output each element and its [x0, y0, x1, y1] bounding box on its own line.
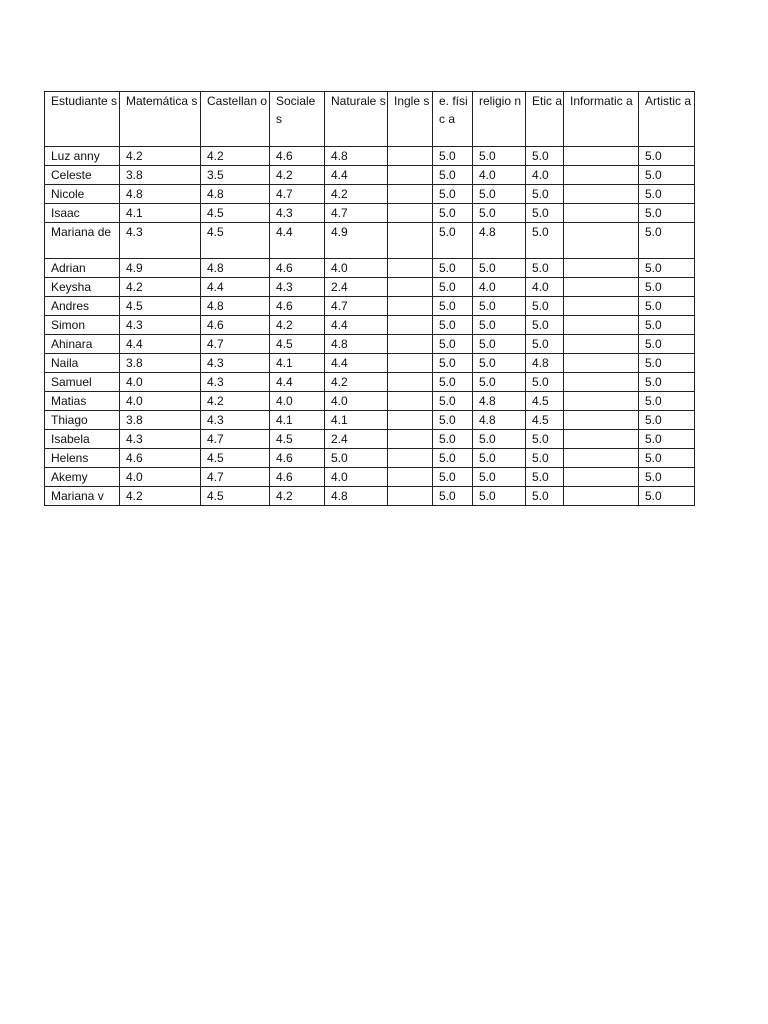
grade-cell-religion: 5.0	[473, 354, 526, 373]
grade-cell-educacion-fisica: 5.0	[433, 147, 473, 166]
grade-cell-artistica: 5.0	[639, 316, 695, 335]
student-name-cell: Thiago	[45, 411, 120, 430]
column-header-sociales: Sociale s	[270, 92, 325, 147]
student-name-cell: Adrian	[45, 259, 120, 278]
grade-cell-informatica	[564, 166, 639, 185]
grade-cell-religion: 4.8	[473, 411, 526, 430]
grade-cell-etica: 5.0	[526, 373, 564, 392]
grade-cell-religion: 4.0	[473, 166, 526, 185]
table-row	[45, 411, 695, 430]
grade-cell-naturales: 4.7	[325, 204, 388, 223]
grade-cell-matematicas: 4.0	[120, 373, 201, 392]
grade-cell-sociales: 4.2	[270, 487, 325, 506]
grade-cell-etica: 5.0	[526, 147, 564, 166]
grade-cell-informatica	[564, 204, 639, 223]
grade-cell-religion: 5.0	[473, 335, 526, 354]
student-name-cell: Isabela	[45, 430, 120, 449]
grade-cell-artistica: 5.0	[639, 411, 695, 430]
grade-cell-sociales: 4.1	[270, 411, 325, 430]
grade-cell-castellano: 4.3	[201, 354, 270, 373]
grade-cell-naturales: 4.0	[325, 259, 388, 278]
table-row	[45, 297, 695, 316]
grade-cell-religion: 5.0	[473, 259, 526, 278]
grade-cell-artistica: 5.0	[639, 449, 695, 468]
grade-cell-educacion-fisica: 5.0	[433, 468, 473, 487]
grade-cell-matematicas: 4.0	[120, 468, 201, 487]
grade-cell-etica: 5.0	[526, 223, 564, 259]
student-name-cell: Naila	[45, 354, 120, 373]
grade-cell-naturales: 4.2	[325, 373, 388, 392]
grade-cell-sociales: 4.4	[270, 373, 325, 392]
grade-cell-etica: 5.0	[526, 316, 564, 335]
table-row	[45, 185, 695, 204]
grade-cell-ingles	[388, 259, 433, 278]
grade-cell-informatica	[564, 147, 639, 166]
grade-cell-naturales: 4.8	[325, 335, 388, 354]
student-name-cell: Helens	[45, 449, 120, 468]
grade-cell-etica: 5.0	[526, 204, 564, 223]
grade-cell-informatica	[564, 185, 639, 204]
grade-cell-naturales: 4.0	[325, 392, 388, 411]
grade-cell-sociales: 4.4	[270, 223, 325, 259]
table-row	[45, 166, 695, 185]
grade-cell-informatica	[564, 449, 639, 468]
grade-cell-educacion-fisica: 5.0	[433, 335, 473, 354]
grade-cell-naturales: 4.2	[325, 185, 388, 204]
table-row	[45, 449, 695, 468]
grade-cell-castellano: 4.7	[201, 430, 270, 449]
grade-cell-religion: 5.0	[473, 297, 526, 316]
grade-cell-sociales: 4.5	[270, 335, 325, 354]
grade-cell-religion: 5.0	[473, 185, 526, 204]
grade-cell-artistica: 5.0	[639, 259, 695, 278]
grade-cell-artistica: 5.0	[639, 278, 695, 297]
grade-cell-matematicas: 4.0	[120, 392, 201, 411]
grade-cell-religion: 5.0	[473, 147, 526, 166]
grade-cell-matematicas: 4.2	[120, 147, 201, 166]
grade-cell-ingles	[388, 335, 433, 354]
grade-cell-ingles	[388, 166, 433, 185]
grade-cell-informatica	[564, 259, 639, 278]
table-row	[45, 392, 695, 411]
grade-cell-sociales: 4.6	[270, 297, 325, 316]
grade-cell-castellano: 4.5	[201, 204, 270, 223]
grade-cell-religion: 5.0	[473, 468, 526, 487]
grade-cell-religion: 4.8	[473, 392, 526, 411]
grade-cell-castellano: 4.5	[201, 223, 270, 259]
grade-cell-naturales: 4.4	[325, 166, 388, 185]
grade-cell-etica: 4.5	[526, 411, 564, 430]
grade-cell-matematicas: 4.6	[120, 449, 201, 468]
grade-cell-castellano: 3.5	[201, 166, 270, 185]
grade-cell-naturales: 2.4	[325, 430, 388, 449]
grade-cell-ingles	[388, 487, 433, 506]
grade-cell-matematicas: 3.8	[120, 166, 201, 185]
grade-cell-educacion-fisica: 5.0	[433, 166, 473, 185]
grade-cell-castellano: 4.2	[201, 147, 270, 166]
column-header-educacion-fisica: e. físic a	[433, 92, 473, 147]
grade-cell-matematicas: 4.4	[120, 335, 201, 354]
grade-cell-sociales: 4.5	[270, 430, 325, 449]
grade-cell-artistica: 5.0	[639, 392, 695, 411]
grade-cell-religion: 4.0	[473, 278, 526, 297]
grade-cell-sociales: 4.0	[270, 392, 325, 411]
grade-cell-matematicas: 4.2	[120, 278, 201, 297]
grade-cell-etica: 5.0	[526, 468, 564, 487]
grade-cell-castellano: 4.5	[201, 449, 270, 468]
grade-cell-ingles	[388, 373, 433, 392]
grade-cell-informatica	[564, 297, 639, 316]
table-row	[45, 204, 695, 223]
grade-cell-religion: 5.0	[473, 430, 526, 449]
grade-cell-ingles	[388, 430, 433, 449]
grade-cell-sociales: 4.6	[270, 259, 325, 278]
table-row	[45, 430, 695, 449]
grade-cell-ingles	[388, 316, 433, 335]
grade-cell-religion: 5.0	[473, 316, 526, 335]
grade-cell-educacion-fisica: 5.0	[433, 204, 473, 223]
grade-cell-etica: 4.8	[526, 354, 564, 373]
grade-cell-naturales: 4.8	[325, 147, 388, 166]
student-name-cell: Keysha	[45, 278, 120, 297]
grade-cell-ingles	[388, 468, 433, 487]
grade-cell-ingles	[388, 204, 433, 223]
table-row	[45, 223, 695, 259]
grade-cell-ingles	[388, 354, 433, 373]
grade-cell-educacion-fisica: 5.0	[433, 297, 473, 316]
grade-cell-religion: 5.0	[473, 373, 526, 392]
grade-cell-religion: 5.0	[473, 204, 526, 223]
grades-table	[44, 91, 695, 506]
table-row	[45, 487, 695, 506]
grade-cell-naturales: 4.4	[325, 354, 388, 373]
grade-cell-naturales: 4.0	[325, 468, 388, 487]
grade-cell-artistica: 5.0	[639, 373, 695, 392]
student-name-cell: Akemy	[45, 468, 120, 487]
grade-cell-informatica	[564, 316, 639, 335]
grade-cell-matematicas: 4.3	[120, 223, 201, 259]
grade-cell-educacion-fisica: 5.0	[433, 223, 473, 259]
grade-cell-religion: 5.0	[473, 449, 526, 468]
grade-cell-matematicas: 4.2	[120, 487, 201, 506]
grade-cell-etica: 5.0	[526, 449, 564, 468]
grade-cell-castellano: 4.8	[201, 185, 270, 204]
table-row	[45, 259, 695, 278]
student-name-cell: Matias	[45, 392, 120, 411]
grade-cell-etica: 5.0	[526, 259, 564, 278]
grade-cell-informatica	[564, 335, 639, 354]
grade-cell-matematicas: 4.3	[120, 430, 201, 449]
grade-cell-informatica	[564, 278, 639, 297]
grade-cell-artistica: 5.0	[639, 430, 695, 449]
grade-cell-educacion-fisica: 5.0	[433, 487, 473, 506]
grade-cell-etica: 4.0	[526, 166, 564, 185]
grade-cell-ingles	[388, 185, 433, 204]
student-name-cell: Andres	[45, 297, 120, 316]
grade-cell-sociales: 4.2	[270, 316, 325, 335]
grade-cell-ingles	[388, 223, 433, 259]
grade-cell-educacion-fisica: 5.0	[433, 392, 473, 411]
grade-cell-castellano: 4.3	[201, 411, 270, 430]
grade-cell-informatica	[564, 430, 639, 449]
grade-cell-sociales: 4.7	[270, 185, 325, 204]
grade-cell-naturales: 2.4	[325, 278, 388, 297]
grade-cell-etica: 5.0	[526, 297, 564, 316]
grade-cell-ingles	[388, 411, 433, 430]
student-name-cell: Samuel	[45, 373, 120, 392]
grade-cell-informatica	[564, 373, 639, 392]
grade-cell-educacion-fisica: 5.0	[433, 278, 473, 297]
grade-cell-matematicas: 4.5	[120, 297, 201, 316]
grade-cell-artistica: 5.0	[639, 297, 695, 316]
grade-cell-artistica: 5.0	[639, 147, 695, 166]
grade-cell-castellano: 4.8	[201, 259, 270, 278]
table-row	[45, 147, 695, 166]
grade-cell-artistica: 5.0	[639, 468, 695, 487]
grade-cell-artistica: 5.0	[639, 223, 695, 259]
grade-cell-castellano: 4.2	[201, 392, 270, 411]
table-row	[45, 278, 695, 297]
student-name-cell: Nicole	[45, 185, 120, 204]
grade-cell-informatica	[564, 392, 639, 411]
grade-cell-artistica: 5.0	[639, 204, 695, 223]
table-row	[45, 335, 695, 354]
grade-cell-ingles	[388, 449, 433, 468]
grade-cell-etica: 5.0	[526, 335, 564, 354]
grade-cell-educacion-fisica: 5.0	[433, 354, 473, 373]
grade-cell-educacion-fisica: 5.0	[433, 316, 473, 335]
grade-cell-castellano: 4.7	[201, 335, 270, 354]
grade-cell-sociales: 4.2	[270, 166, 325, 185]
grade-cell-naturales: 4.9	[325, 223, 388, 259]
column-header-matematicas: Matemática s	[120, 92, 201, 147]
grade-cell-sociales: 4.6	[270, 449, 325, 468]
student-name-cell: Isaac	[45, 204, 120, 223]
grade-cell-matematicas: 4.1	[120, 204, 201, 223]
grade-cell-etica: 5.0	[526, 430, 564, 449]
grade-cell-educacion-fisica: 5.0	[433, 185, 473, 204]
grade-cell-castellano: 4.3	[201, 373, 270, 392]
table-header-row	[45, 92, 695, 147]
grade-cell-religion: 4.8	[473, 223, 526, 259]
grade-cell-matematicas: 4.3	[120, 316, 201, 335]
student-name-cell: Celeste	[45, 166, 120, 185]
table-row	[45, 316, 695, 335]
grade-cell-castellano: 4.4	[201, 278, 270, 297]
grade-cell-informatica	[564, 411, 639, 430]
grade-cell-religion: 5.0	[473, 487, 526, 506]
grade-cell-artistica: 5.0	[639, 166, 695, 185]
grade-cell-sociales: 4.3	[270, 278, 325, 297]
student-name-cell: Ahinara	[45, 335, 120, 354]
grade-cell-etica: 4.0	[526, 278, 564, 297]
grade-cell-castellano: 4.6	[201, 316, 270, 335]
grade-cell-informatica	[564, 223, 639, 259]
column-header-etica: Etic a	[526, 92, 564, 147]
column-header-naturales: Naturale s	[325, 92, 388, 147]
grade-cell-etica: 5.0	[526, 185, 564, 204]
student-name-cell: Luz anny	[45, 147, 120, 166]
grade-cell-naturales: 4.1	[325, 411, 388, 430]
student-name-cell: Mariana v	[45, 487, 120, 506]
grade-cell-naturales: 4.7	[325, 297, 388, 316]
grade-cell-informatica	[564, 468, 639, 487]
column-header-artistica: Artistic a	[639, 92, 695, 147]
grade-cell-matematicas: 3.8	[120, 354, 201, 373]
grade-cell-informatica	[564, 487, 639, 506]
grade-cell-matematicas: 4.8	[120, 185, 201, 204]
column-header-religion: religio n	[473, 92, 526, 147]
grade-cell-ingles	[388, 147, 433, 166]
grade-cell-naturales: 4.4	[325, 316, 388, 335]
grade-cell-etica: 4.5	[526, 392, 564, 411]
column-header-student: Estudiante s	[45, 92, 120, 147]
grade-cell-sociales: 4.6	[270, 468, 325, 487]
grade-cell-castellano: 4.7	[201, 468, 270, 487]
grade-cell-sociales: 4.3	[270, 204, 325, 223]
table-row	[45, 354, 695, 373]
grade-cell-educacion-fisica: 5.0	[433, 430, 473, 449]
column-header-castellano: Castellan o	[201, 92, 270, 147]
grade-cell-matematicas: 3.8	[120, 411, 201, 430]
grade-cell-informatica	[564, 354, 639, 373]
grade-cell-artistica: 5.0	[639, 185, 695, 204]
grade-cell-educacion-fisica: 5.0	[433, 259, 473, 278]
column-header-ingles: Ingle s	[388, 92, 433, 147]
grade-cell-educacion-fisica: 5.0	[433, 449, 473, 468]
grades-table-body	[45, 92, 695, 506]
grade-cell-castellano: 4.8	[201, 297, 270, 316]
grade-cell-educacion-fisica: 5.0	[433, 411, 473, 430]
grade-cell-matematicas: 4.9	[120, 259, 201, 278]
grade-cell-artistica: 5.0	[639, 487, 695, 506]
grade-cell-naturales: 4.8	[325, 487, 388, 506]
grade-cell-educacion-fisica: 5.0	[433, 373, 473, 392]
grade-cell-etica: 5.0	[526, 487, 564, 506]
grade-cell-sociales: 4.6	[270, 147, 325, 166]
student-name-cell: Simon	[45, 316, 120, 335]
table-row	[45, 468, 695, 487]
grade-cell-artistica: 5.0	[639, 354, 695, 373]
grade-cell-ingles	[388, 392, 433, 411]
grade-cell-ingles	[388, 297, 433, 316]
grade-cell-ingles	[388, 278, 433, 297]
student-name-cell: Mariana de	[45, 223, 120, 259]
grade-cell-naturales: 5.0	[325, 449, 388, 468]
grade-cell-sociales: 4.1	[270, 354, 325, 373]
table-row	[45, 373, 695, 392]
column-header-informatica: Informatic a	[564, 92, 639, 147]
grade-cell-artistica: 5.0	[639, 335, 695, 354]
grade-cell-castellano: 4.5	[201, 487, 270, 506]
